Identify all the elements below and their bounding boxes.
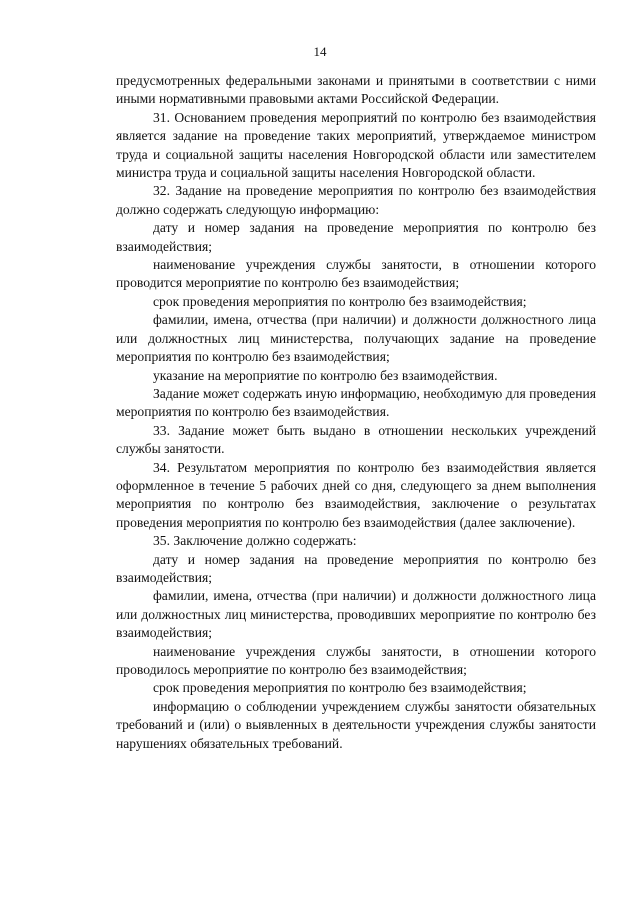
paragraph-34: 34. Результатом мероприятия по контролю без взаимодействия является оформленное в течение 5 рабочих дней со дня, следующего за днем выполнения мероприятия по контролю без взаимодействия, заключение о результатах проведения мероприятия по контролю без взаимодействия (далее заключение). [116, 459, 596, 530]
paragraph-32-item-indication: указание на мероприятие по контролю без взаимодействия. [153, 367, 498, 383]
paragraph-32-additional: Задание может содержать иную информацию, необходимую для проведения мероприятия по контролю без взаимодействия. [116, 385, 596, 420]
paragraph-35-item-term: срок проведения мероприятия по контролю без взаимодействия; [153, 680, 527, 696]
paragraph-35-item-officials: фамилии, имена, отчества (при наличии) и должности должностного лица или должностных лиц министерства, проводивших мероприятие по контролю без взаимодействия; [116, 588, 596, 641]
paragraph-32-item-institution: наименование учреждения службы занятости, в отношении которого проводится мероприятие по контролю без взаимодействия; [116, 257, 596, 291]
paragraph-32: 32. Задание на проведение мероприятия по контролю без взаимодействия должно содержать следующую информацию: [116, 183, 596, 217]
paragraph-continuation: предусмотренных федеральными законами и принятыми в соответствии с ними иными нормативными правовыми актами Российской Федерации. [116, 73, 596, 107]
page-number: 14 [313, 44, 327, 59]
paragraph-31: 31. Основанием проведения мероприятий по контролю без взаимодействия является задание на проведение таких мероприятий, утверждаемое министром труда и социальной защиты населения Новгородской области или заместителем министра труда и социальной защиты населения Новгородской области. [116, 109, 596, 181]
paragraph-32-item-date: дату и номер задания на проведение мероприятия по контролю без взаимодействия; [116, 220, 596, 254]
document-body [116, 72, 596, 753]
paragraph-35-item-date: дату и номер задания на проведение мероприятия по контролю без взаимодействия; [116, 551, 596, 585]
paragraph-35-item-compliance: информацию о соблюдении учреждением службы занятости обязательных требований и (или) о выявленных в деятельности учреждения службы занятости нарушениях обязательных требований. [116, 698, 596, 751]
paragraph-35: 35. Заключение должно содержать: [153, 533, 357, 549]
paragraph-32-item-officials: фамилии, имена, отчества (при наличии) и должности должностного лица или должностных лиц министерства, получающих задание на проведение мероприятия по контролю без взаимодействия; [116, 312, 596, 365]
paragraph-32-item-term: срок проведения мероприятия по контролю без взаимодействия; [153, 293, 527, 309]
paragraph-35-item-institution: наименование учреждения службы занятости, в отношении которого проводилось мероприятие по контролю без взаимодействия; [116, 643, 596, 677]
paragraph-33: 33. Задание может быть выдано в отношении нескольких учреждений службы занятости. [116, 422, 596, 457]
